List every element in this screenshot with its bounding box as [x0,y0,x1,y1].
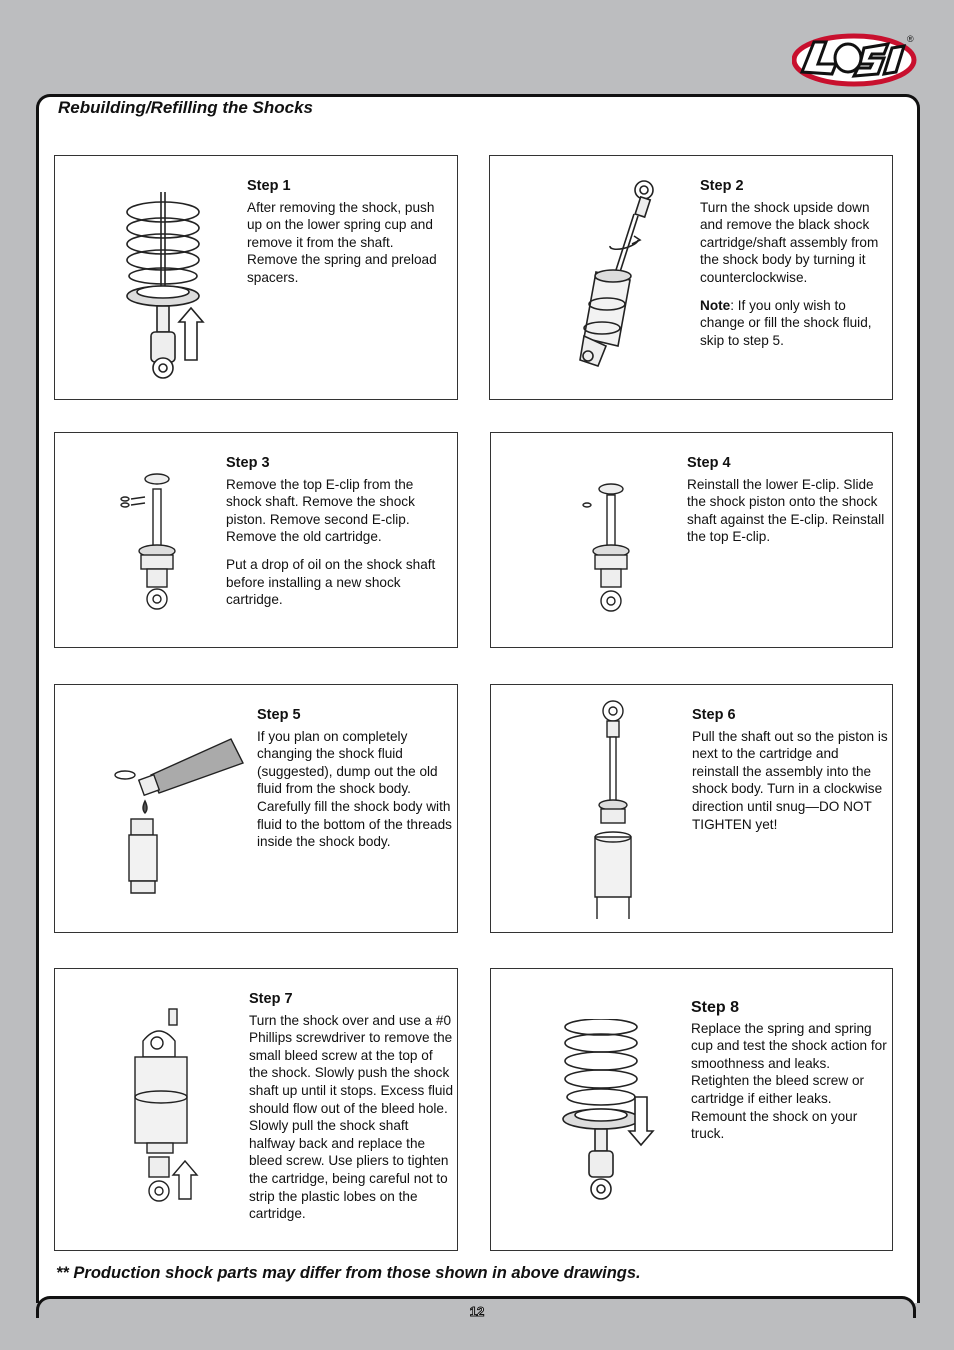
spring-replace-illustration [555,1019,665,1219]
step-4-box [490,432,893,648]
step-6-box [490,684,893,933]
step-3-text [226,455,452,609]
step-8-box [490,968,893,1251]
step-5-heading: Step 5 [257,707,301,723]
shaft-cartridge-install-illustration [587,697,647,919]
step-8-paragraph: Replace the spring and spring cup and test the shock action for smoothness and leaks. Retighten the bleed screw or cartridge if either leaks. Remount the shock on your truck. [691,1020,887,1142]
shaft-eclip-illustration [115,469,185,629]
step-6-paragraph: Pull the shaft out so the piston is next to the cartridge and reinstall the assembly into the shock body. Turn in a clockwise direction until snug—DO NOT TIGHTEN yet! [692,728,888,832]
step-5-paragraph: If you plan on completely changing the shock fluid (suggested), dump out the old fluid from the shock body. Carefully fill the shock body with fluid to the bottom of the threads inside the shock body. [257,728,452,850]
fluid-bottle-illustration [111,735,251,895]
step-1-heading: Step 1 [247,178,291,194]
footnote: ** Production shock parts may differ from those shown in above drawings. [56,1264,641,1282]
step-4-heading: Step 4 [687,455,731,471]
shock-body-unscrew-illustration [560,176,670,376]
step-4-paragraph: Reinstall the lower E-clip. Slide the shock piston onto the shock shaft against the E-clip. Reinstall the top E-clip. [687,476,885,545]
step-3-box [54,432,458,648]
step-8-heading: Step 8 [691,999,740,1016]
step-6-heading: Step 6 [692,707,736,723]
step-1-text [247,178,447,287]
bleed-screw-illustration [127,1007,227,1207]
step-2-note-label: Note [700,297,731,313]
step-7-text [249,991,455,1223]
step-1-paragraph: After removing the shock, push up on the lower spring cup and remove it from the shaft. Remove the spring and preload spacers. [247,199,437,285]
shock-spring-illustration [115,192,225,392]
step-3-heading: Step 3 [226,455,270,471]
step-2-box [489,155,893,400]
registered-mark: ® [907,34,914,44]
step-2-text [700,178,886,349]
step-2-heading: Step 2 [700,178,744,194]
step-8-text [691,999,887,1143]
step-5-box [54,684,458,933]
piston-reinstall-illustration [581,479,641,629]
step-7-paragraph: Turn the shock over and use a #0 Phillips screwdriver to remove the small bleed screw at the top of the shock. Slowly push the shock shaft up until it stops. Excess fluid should flow out of the bleed hole. Slowly pull the shock shaft halfway back and replace the bleed screw. Use pliers to tighten the cartridge, being careful not to strip the plastic lobes on the cartridge. [249,1012,454,1222]
step-7-heading: Step 7 [249,991,293,1007]
step-3-paragraph-2: Put a drop of oil on the shock shaft before installing a new shock cartridge. [226,556,436,608]
step-7-box [54,968,458,1251]
section-title: Rebuilding/Refilling the Shocks [58,98,314,117]
step-3-paragraph-1: Remove the top E-clip from the shock shaft. Remove the shock piston. Remove second E-clip. Remove the old cartridge. [226,476,415,545]
page-number: 12 [469,1304,485,1319]
step-6-text [692,707,888,833]
step-5-text [257,707,455,851]
step-2-note [700,297,886,350]
step-1-box [54,155,458,400]
step-4-text [687,455,887,546]
step-2-note-text: : If you only wish to change or fill the shock fluid, skip to step 5. [700,297,872,348]
losi-logo [792,30,922,88]
step-2-paragraph: Turn the shock upside down and remove the black shock cartridge/shaft assembly from the shock body by turning it counterclockwise. [700,199,879,285]
